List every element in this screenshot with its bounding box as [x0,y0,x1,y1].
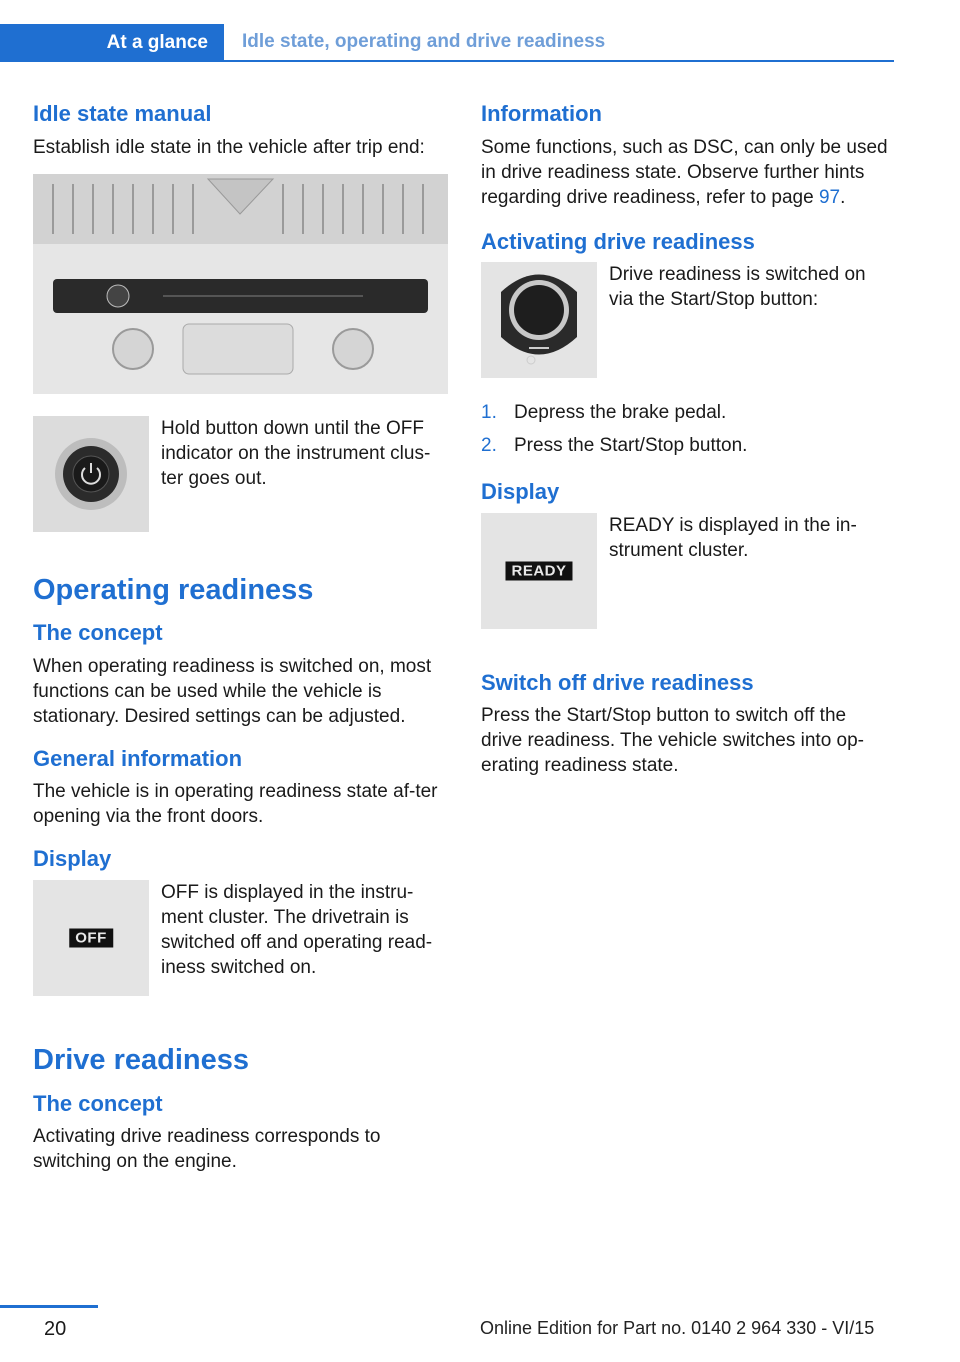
switch-off-section [481,669,891,779]
ready-indicator-label: READY [505,561,572,580]
information-heading: Information [481,101,602,126]
drive-display-section [481,478,891,629]
drive-display-heading: Display [481,479,560,505]
drive-readiness-heading: Drive readiness [33,1044,250,1077]
operating-readiness-heading: Operating readiness [33,573,314,606]
start-stop-figure-row [481,262,891,378]
right-column [481,100,891,796]
step-item [481,433,891,458]
information-text [481,135,891,210]
operating-display-heading: Display [33,846,112,872]
power-button-text: Hold button down until the OFF indicator on the instrument clus-ter goes out. [161,417,431,489]
ready-indicator-image [481,513,597,629]
footer-rule [0,1305,98,1308]
operating-concept-text: When operating readiness is switched on, most functions can be used while the vehicle is stationary. Desired settings can be adjusted. [33,655,432,727]
information-body: Some functions, such as DSC, can only be used in drive readiness state. Observe further hints regarding drive readiness, refer to page [481,136,888,208]
operating-readiness-section [33,572,448,996]
center-console-image [33,174,448,394]
operating-concept-heading: The concept [33,620,163,646]
information-period: . [840,186,846,208]
edition-footer: Online Edition for Part no. 0140 2 964 330 - VI/15 [480,1318,875,1338]
idle-manual-section [33,100,448,532]
page-reference-link[interactable]: 97 [818,186,841,208]
step-text: Depress the brake pedal. [514,402,727,424]
information-section [481,100,891,210]
start-stop-button-image [481,262,597,378]
activating-section [481,228,891,459]
activation-steps [481,400,891,458]
off-indicator-figure-row [33,880,448,996]
general-information-text: The vehicle is in operating readiness state af-ter opening via the front doors. [33,781,438,828]
step-number: 2. [481,435,497,457]
off-indicator-image [33,880,149,996]
power-button-figure-row [33,416,448,532]
switch-off-heading: Switch off drive readiness [481,669,754,695]
ready-indicator-figure-row [481,513,891,629]
step-item [481,400,891,425]
activating-heading: Activating drive readiness [481,228,755,254]
ready-indicator-text: READY is displayed in the in-strument cluster. [609,514,857,561]
drive-readiness-section [33,1042,448,1174]
drive-concept-heading: The concept [33,1090,163,1116]
idle-manual-heading: Idle state manual [33,101,212,126]
power-button-image [33,416,149,532]
chapter-title: Idle state, operating and drive readiness [224,24,894,62]
general-information-heading: General information [33,745,243,771]
idle-manual-text: Establish idle state in the vehicle after trip end: [33,136,425,158]
drive-concept-text: Activating drive readiness corresponds to switching on the engine. [33,1126,381,1173]
step-text: Press the Start/Stop button. [514,435,748,457]
page-number: 20 [44,1318,67,1340]
section-tab[interactable]: At a glance [0,24,224,62]
switch-off-text: Press the Start/Stop button to switch off the drive readiness. The vehicle switches into op-erating readiness state. [481,705,865,777]
start-stop-text: Drive readiness is switched on via the Start/Stop button: [609,264,866,311]
off-indicator-text: OFF is displayed in the instru-ment cluster. The drivetrain is switched off and operating read-iness switched on. [161,882,433,979]
off-indicator-label: OFF [69,929,113,948]
left-column [33,100,448,1192]
step-number: 1. [481,402,497,424]
